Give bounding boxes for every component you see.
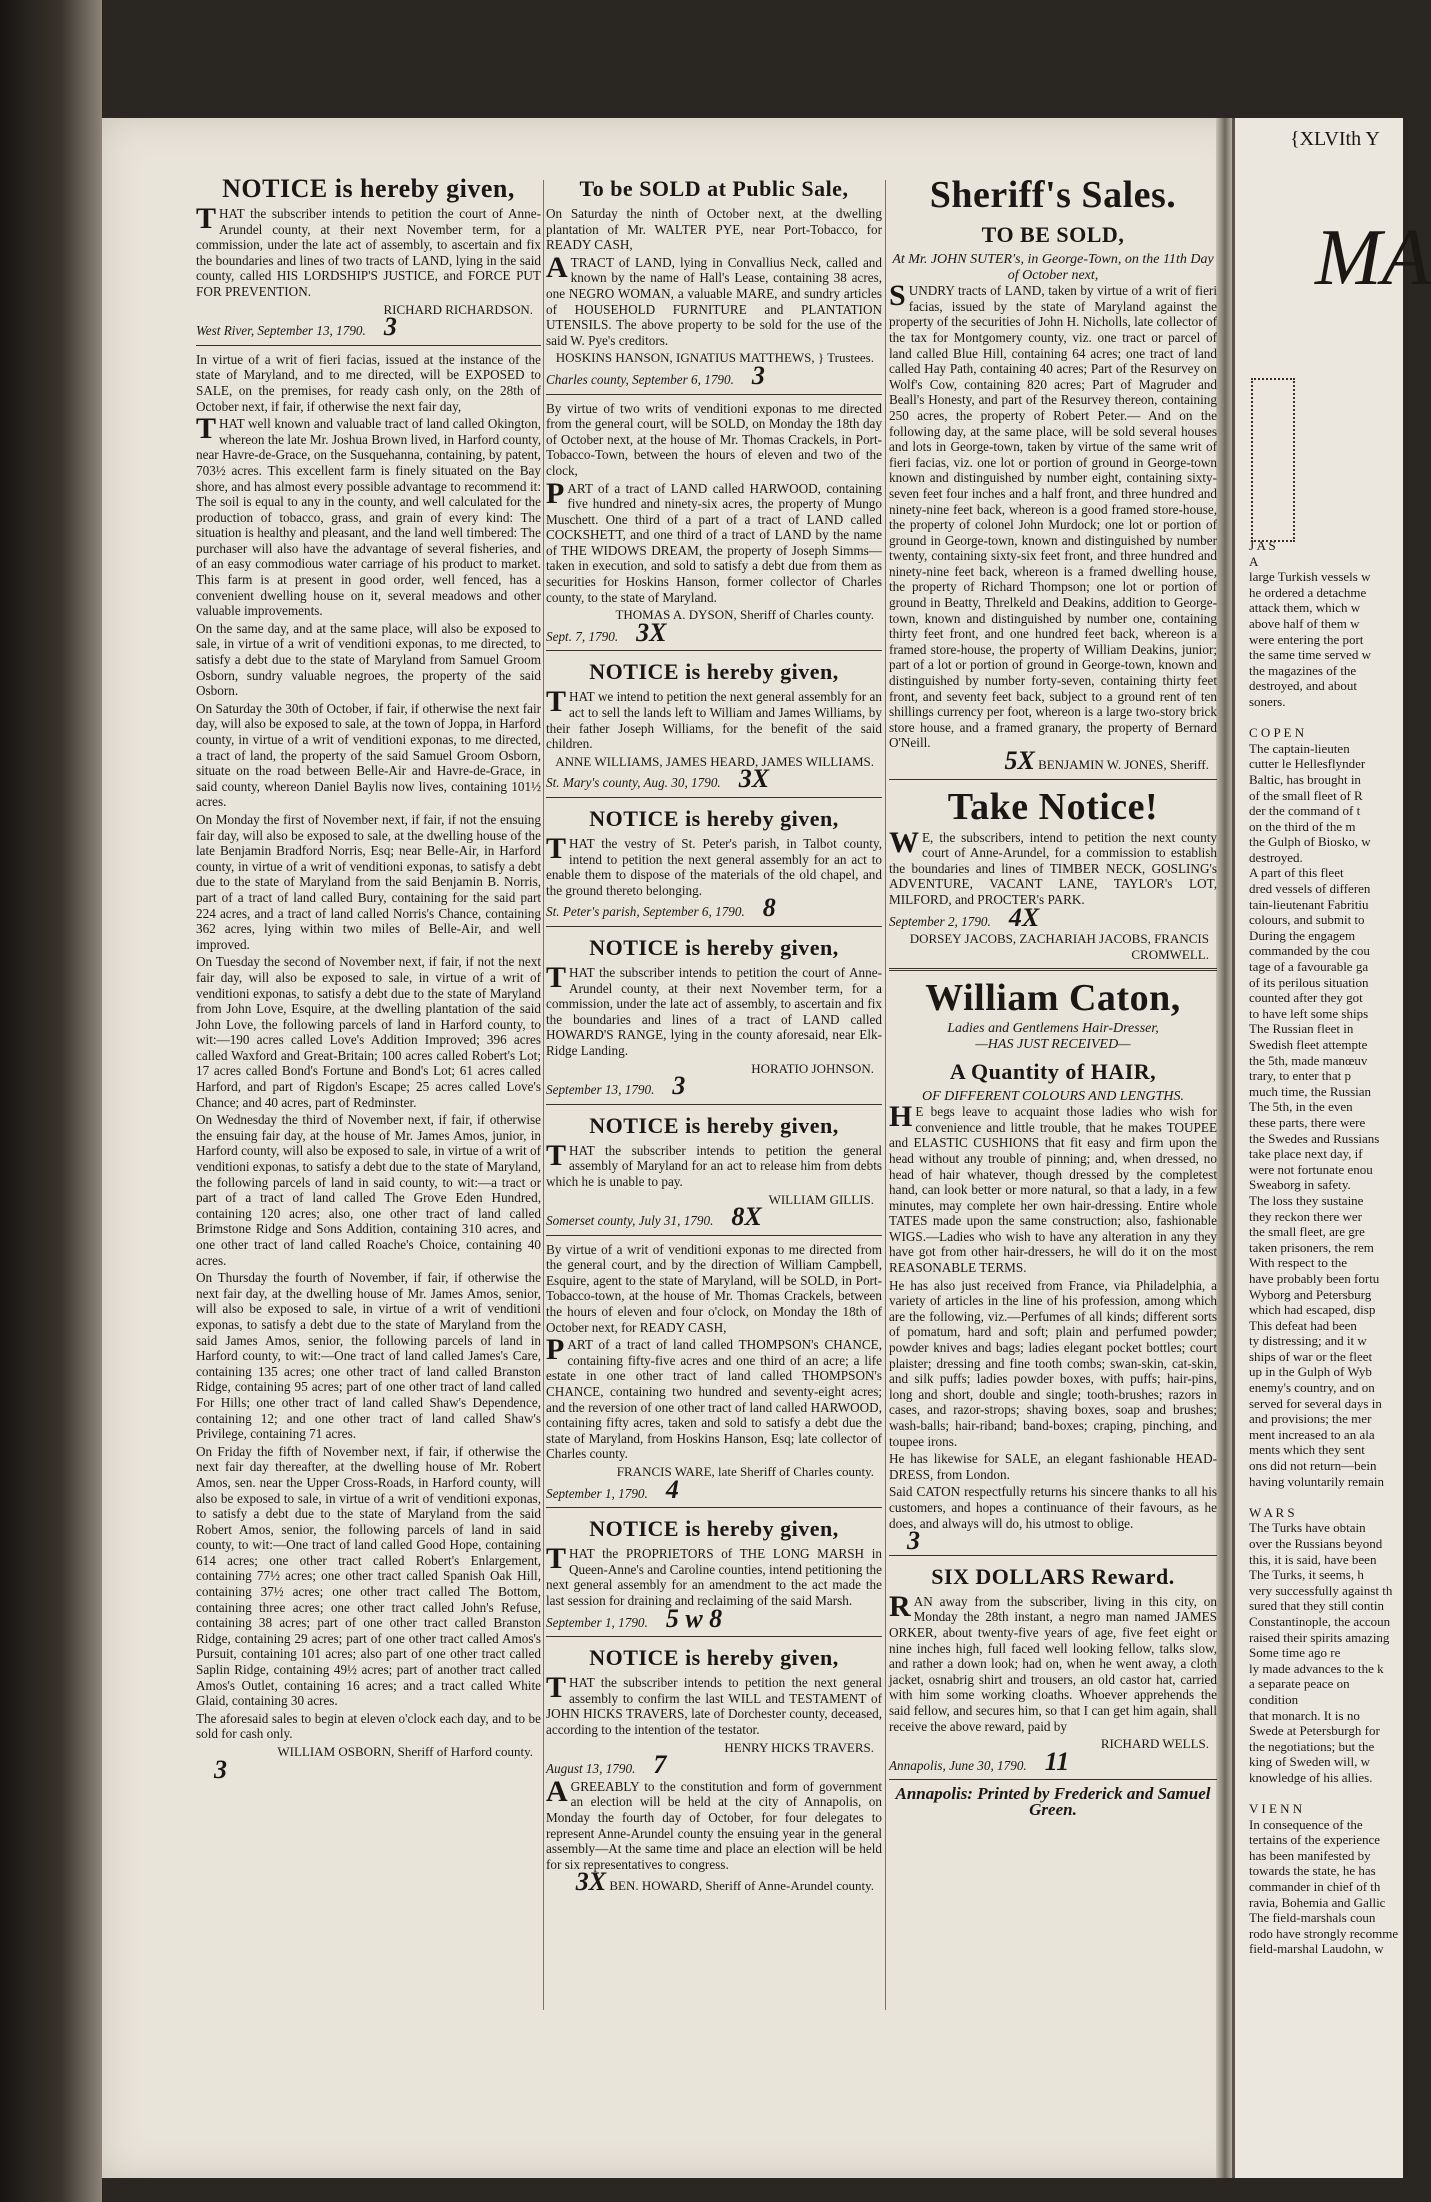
adjacent-page-line: attack them, which w [1249,600,1361,616]
adjacent-page-line: towards the state, he has [1249,1863,1376,1879]
adjacent-page-line: that monarch. It is no [1249,1707,1360,1723]
separator [546,926,882,927]
notice-heading: NOTICE is hereby given, [589,934,839,960]
notice-text: THAT the subscriber intends to petition the general assembly of Maryland for an act to release him from debts which he is unable to pay. [546,1138,882,1189]
notice-heading: NOTICE is hereby given, [589,1516,839,1542]
reward-heading: SIX DOLLARS Reward. [931,1563,1175,1589]
handwritten-mark: 11 [1044,1746,1070,1776]
adjacent-page-text [1249,538,1399,1957]
date-text: Annapolis, June 30, 1790. [889,1757,1027,1773]
ornament-border [1251,378,1295,542]
adjacent-page-line: having voluntarily remain [1249,1473,1385,1489]
dateline [546,893,882,923]
adjacent-page-line: V I E N N [1249,1801,1303,1817]
handwritten-mark: 3 [383,312,397,342]
signature: HORATIO JOHNSON. [751,1060,874,1076]
adjacent-page-line: commander in chief of th [1249,1879,1381,1895]
adjacent-page [1232,118,1431,2178]
adjacent-page-line: The Turks, it seems, h [1249,1567,1364,1583]
printer-imprint: Annapolis: Printed by Frederick and Samuel Green. [895,1784,1211,1819]
signature: THOMAS A. DYSON, Sheriff of Charles county. [615,607,874,623]
sale-text: On Monday the first of November next, if fair, if not the ensuing fair day, will also be exposed to sale, at the dwelling house of the late Benjamin Bradford Norris, Esq; near Belle-Air, in Harford county, in virtue of a writ of venditioni exponas, to satisfy a debt due to the state of Maryland from the said Benjamin B. Norris, part of a tract of land called Bury, containing for the said part 224 acres, and a tract of land called Norris's Chance, containing 362 acres, lying within two miles of Belle-Air, and well improved. [196,811,541,952]
handwritten-mark: 5 w 8 [665,1603,723,1633]
dateline [546,360,882,390]
adjacent-page-line: destroyed. [1249,849,1303,865]
adjacent-page-line: dred vessels of differen [1249,881,1371,897]
notice-heading: NOTICE is hereby given, [589,806,839,831]
adjacent-page-line: ships of war or the fleet [1249,1348,1373,1364]
signature: DORSEY JACOBS, ZACHARIAH JACOBS, FRANCIS CROMWELL. [909,931,1209,962]
signature [546,1867,874,1897]
separator [196,345,541,346]
sale-text: On Friday the fifth of November next, if fair, if otherwise the next fair day thereafter, at the dwelling house of Mr. Robert Amos, sen. near the Upper Cross-Roads, in Harford county, will also be exposed to sale, in virtue of a writ of venditioni exponas, to satisfy a debt due to the state of Maryland from the said Robert Amos, senior, the following parcels of land in said county, to wit:—One tract of land called Good Hope, containing 614 acres; one other tract called Robert's Enlargement, containing 77½ acres; one other tract called Spanish Oak Hill, containing 37½ acres; one other tract called The Bottom, containing three acres; one other tract called John's Refuse, containing 38 acres; part of one other tract called Branston Ridge, containing 29 acres; part of one other tract called Amos's Pursuit, containing 101 acres; also part of one other tract called Saplin Ridge, containing 49½ acres; part of another tract called Amos's Outlet, containing 16 acres; and a tract called White Glaid, containing 30 acres. [196,1443,541,1709]
adjacent-page-line: the 5th, made manœuv [1249,1052,1368,1068]
notice-heading: NOTICE is hereby given, [589,1645,839,1671]
sale-intro: In virtue of a writ of fieri facias, issued at the instance of the state of Maryland, and to me directed, will be EXPOSED to SALE, on the premises, for ready cash only, on the 28th of October next, if fair, if otherwise the next fair day, [196,351,541,414]
sale-heading: TO BE SOLD, [981,222,1125,247]
adjacent-page-line: and provisions; the mer [1249,1411,1372,1427]
advert-subheading: OF DIFFERENT COLOURS AND LENGTHS. [921,1088,1184,1104]
dateline [546,1750,882,1780]
adjacent-page-line: counted after they got [1249,990,1363,1006]
book-binding-edge [0,0,102,2202]
adjacent-page-line: A [1249,553,1259,569]
column-2 [546,170,882,1896]
sale-text: On Saturday the ninth of October next, at the dwelling plantation of Mr. WALTER PYE, near Port-Tobacco, for READY CASH, [546,206,882,253]
sale-text: The aforesaid sales to begin at eleven o'clock each day, and to be sold for cash only. [196,1710,541,1742]
adjacent-page-line [1249,710,1399,726]
adjacent-page-line: C O P E N [1249,725,1305,741]
handwritten-mark: 3 [907,1526,920,1556]
sale-text: SUNDRY tracts of LAND, taken by virtue of a writ of fieri facias, issued by the state of Maryland against the property of the securities of John H. Nicholls, late collector of the tax for Montgomery county, viz. one tract or parcel of land called Blue Hill, containing 64 acres; one tract of land called Hay Path, containing 40 acres; Part of the Resurvey on Wolf's Cow, containing 820 acres; Part of Magruder and Beall's Honesty, and part of the Resurvey thereon, containing 250 acres, the property of Robert Peter.— And on the following day, at the same place, will be sold several houses and lots in George-town, taken by virtue of the same writ of fieri facias, viz. one lot or portion of ground in George-town known and distinguished by number eight, containing sixty-seven feet four inches and a half front, and three hundred and ninety-nine feet back, whereon is a good framed store-house, the property of colonel John Murdock; one lot or portion of ground in George-town, known and distinguished by number twenty, containing sixty-six feet front, and three hundred and ninety-nine feet back, whereon is a framed dwelling house, the property of Richard Thompson; one lot or portion of ground in Beatty, Threlkeld and Deakins, addition to George-town, known and distinguished by number one, containing thirty feet front, and one hundred feet back, whereon is a framed store-house, the property of William Deakins, junior; part of a lot or portion of ground in George-town, known and distinguished by number forty-seven, containing thirty feet front, and seventy feet back, subject to a ground rent of ten shillings currency per foot, whereon is a large two-story brick store house, and a framed granary, the property of Bernard O'Neill. [889,279,1217,751]
adjacent-page-line: the Gulph of Biosko, w [1249,834,1371,850]
signature: HENRY HICKS TRAVERS. [724,1739,874,1755]
handwritten-mark: 5X [1004,746,1035,775]
sale-text: PART of a tract of LAND called HARWOOD, containing five hundred and ninety-six acres, the property of Mungo Muschett. One third of a part of a tract of LAND called COCKSHETT, and one third of a tract of LAND by the name of THE WIDOWS DREAM, the property of Joseph Simms—taken in execution, and sold to satisfy a debt due from them as securities for Hoskins Hanson, former collector of Charles county, to the state of Maryland. [546,476,882,605]
sale-text: THAT well known and valuable tract of land called Okington, whereon the late Mr. Joshua Brown lived, in Harford county, near Havre-de-Grace, on the Susquehanna, containing, by patent, 703½ acres. This excellent farm is finely situated on the Bay shore, and has almost every possible advantage to recommend it: The soil is equal to any in the county, and well calculated for the production of tobacco, grass, and grain of every kind: The situation is healthy and pleasant, and the land well timbered: The purchaser will also have the advantage of several fisheries, and of an easy commodious water carriage of his product to market. This farm is at present in good order, well fenced, has a convenient dwelling house on it, several meadows and other valuable improvements. [196,412,541,619]
adjacent-page-line: ravia, Bohemia and Gallic [1249,1894,1386,1910]
handwritten-mark: 3X [575,1867,607,1897]
sale-text: On Tuesday the second of November next, if fair, if not the next fair day, will also be exposed to sale, in virtue of a writ of venditioni exponas, to satisfy a debt due to the state of Maryland from John Love, Esquire, at the dwelling plantation of the said John Love, the following parcels of land in Harford county, to wit:—190 acres called Love's Addition Improved; 396 acres called Waxford and Great-Britain; 100 acres called Robert's Lot; 17 acres called Bond's Fortune and Bond's Lot; 61 acres called Harford, and part of Rigdon's Escape; 25 acres called Love's Chance; and 40 acres, part of Redminster. [196,954,541,1110]
separator [889,1555,1217,1556]
adjacent-page-line: of its perilous situation [1249,974,1369,990]
signature: ANNE WILLIAMS, JAMES HEARD, JAMES WILLIAMS. [555,753,874,769]
handwritten-mark: 8 [762,893,776,923]
adjacent-page-line: raised their spirits amazing [1249,1629,1390,1645]
date-text: West River, September 13, 1790. [196,323,366,339]
adjacent-page-line: The Russian fleet in [1249,1021,1354,1037]
adjacent-page-line: ons did not return—bein [1249,1458,1377,1474]
advert-subheading: Ladies and Gentlemens Hair-Dresser, [947,1021,1159,1037]
election-notice: AGREEABLY to the constitution and form of government an election will be held at the city of Annapolis, on Monday the fourth day of October, for four delegates to represent Anne-Arundel county the ensuing year in the general assembly—At the same time and place an election will be held for six representatives to congress. [546,1774,882,1872]
handwritten-mark: 3 [214,1754,227,1784]
separator [889,1779,1217,1780]
adjacent-page-line: J A S [1249,538,1276,553]
adjacent-page-line: During the engagem [1249,927,1356,943]
notice-heading: NOTICE is hereby given, [589,659,839,685]
advert-subheading: —HAS JUST RECEIVED— [975,1036,1131,1052]
adjacent-page-line: which had escaped, disp [1249,1302,1376,1318]
dateline [889,902,1217,932]
notice-heading: Take Notice! [947,785,1159,828]
adjacent-page-line: above half of them w [1249,615,1360,631]
adjacent-page-line: he ordered a detachme [1249,584,1367,600]
adjacent-page-line: cutter le Hellesflynder [1249,756,1366,772]
notice-text: THAT we intend to petition the next general assembly for an act to sell the lands left to William and James Williams, by their father Joseph Williams, for the benefit of the said children. [546,685,882,752]
signature-text: BEN. HOWARD, Sheriff of Anne-Arundel county. [609,1878,874,1894]
adjacent-page-line: destroyed, and about [1249,678,1357,694]
signature-text: BENJAMIN W. JONES, Sheriff. [1038,757,1209,772]
adjacent-page-line: knowledge of his allies. [1249,1769,1373,1785]
column-divider-1 [543,180,544,2010]
adjacent-page-line: the same time served w [1249,647,1372,663]
adjacent-page-line: tage of a favourable ga [1249,959,1369,975]
adjacent-page-line: field-marshal Laudohn, w [1249,1941,1384,1957]
adjacent-page-line: king of Sweden will, w [1249,1754,1370,1770]
handwritten-mark: 3 [672,1071,686,1101]
adjacent-page-line: take place next day, if [1249,1146,1363,1162]
date-text: August 13, 1790. [546,1761,636,1777]
adjacent-page-line: this, it is said, have been [1249,1551,1377,1567]
notice-text: THAT the PROPRIETORS of THE LONG MARSH in Queen-Anne's and Caroline counties, intend petitioning the next general assembly for an amendment to the act made the last session for draining and reclaiming of the said Marsh. [546,1542,882,1608]
adjacent-page-line: enemy's country, and on [1249,1380,1375,1396]
adjacent-page-line: of the small fleet of R [1249,787,1363,803]
adjacent-page-line: much time, the Russian [1249,1083,1372,1099]
adjacent-page-line: tain-lieutenant Fabritiu [1249,896,1369,912]
adjacent-page-line: taken prisoners, the rem [1249,1239,1374,1255]
adjacent-page-line: The captain-lieuten [1249,740,1350,756]
notice-heading: NOTICE is hereby given, [222,174,515,203]
adjacent-page-line: ments which they sent [1249,1442,1365,1458]
adjacent-page-line: Swede at Petersburgh for [1249,1723,1380,1739]
handwritten-mark: 3 [751,360,765,390]
date-text: September 13, 1790. [546,1082,655,1098]
adjacent-page-line: Wyborg and Petersburg [1249,1286,1372,1302]
notice-heading: NOTICE is hereby given, [589,1112,839,1138]
adjacent-page-line: colours, and submit to [1249,912,1365,928]
adjacent-page-line: has been manifested by [1249,1847,1371,1863]
adjacent-page-line: soners. [1249,693,1286,709]
handwritten-mark: 4X [1008,902,1040,932]
advert-heading: William Caton, [925,977,1181,1020]
sale-text: By virtue of a writ of venditioni exponas to me directed from the general court, and by the direction of William Campbell, Esquire, agent to the state of Maryland, will be SOLD, in Port-Tobacco-town, at the house of Mr. Thomas Crackels, between the hours of eleven and four o'clock, on Monday the 18th of October next, for READY CASH, [546,1241,882,1335]
separator [546,394,882,395]
adjacent-page-line: they reckon there wer [1249,1208,1362,1224]
section-heading: Sheriff's Sales. [929,174,1177,216]
separator [546,650,882,651]
adjacent-page-line: Some time ago re [1249,1645,1341,1661]
signature: WILLIAM OSBORN, Sheriff of Harford county. [277,1744,533,1759]
handwritten-mark: 3X [738,764,770,794]
adjacent-page-line: commanded by the cou [1249,943,1370,959]
separator [546,1104,882,1105]
adjacent-page-line: A part of this fleet [1249,865,1344,881]
adjacent-page-line: This defeat had been [1249,1317,1357,1333]
dateline [546,764,882,794]
sale-text: On Saturday the 30th of October, if fair, if otherwise the next fair day, will also be exposed to sale, at the town of Joppa, in Harford county, in virtue of a writ of venditioni exponas, to me directed, a tract of land, the property of the said Samuel Groom Osborn, situate on the road between Belle-Air and Havre-de-Grace, in said county, whereon Daniel Baylis now lives, containing 101½ acres. [196,700,541,810]
adjacent-page-line: Constantinople, the accoun [1249,1613,1391,1629]
adjacent-page-line: the negotiations; but the [1249,1738,1375,1754]
adjacent-page-line: Swedish fleet attempte [1249,1037,1368,1052]
date-text: September 2, 1790. [889,913,991,929]
adjacent-page-line: these parts, there were [1249,1114,1366,1130]
date-text: Sept. 7, 1790. [546,628,619,644]
adjacent-page-line: were entering the port [1249,631,1364,647]
date-text: September 1, 1790. [546,1614,648,1630]
signature [889,746,1209,775]
dateline [546,1474,882,1504]
adjacent-page-masthead: MA [1315,214,1431,302]
advert-text: He has likewise for SALE, an elegant fashionable HEAD-DRESS, from London. [889,1451,1217,1482]
separator [546,1507,882,1508]
adjacent-page-line: In consequence of the [1249,1816,1363,1832]
sale-text: On Thursday the fourth of November, if fair, if otherwise the next fair day, at the dwelling house of Mr. James Amos, senior, will also be exposed to sale, in virtue of a writ of venditioni exponas, to satisfy a debt due to the state of Maryland from the said James Amos, senior, the following parcels of land in Harford county, to wit:—One tract of land called James's Care, containing 135 acres; one other tract of land called Branston Ridge, containing 95 acres; part of one other tract of land called For Hills; one other tract of land called Shaw's Dependence, containing 12; and one other tract of land called Shaw's Privilege, containing 71 acres. [196,1270,541,1442]
signature: RICHARD RICHARDSON. [383,301,533,317]
adjacent-page-line: have probably been fortu [1249,1270,1380,1286]
adjacent-page-line: trary, to enter that p [1249,1068,1352,1084]
handwritten-mark: 7 [653,1750,667,1780]
adjacent-page-line: With respect to the [1249,1255,1348,1271]
sale-text: By virtue of two writs of venditioni exponas to me directed from the general court, will be SOLD, on Monday the 18th day of October next, at the house of Mr. Thomas Crackels, in Port-Tobacco-Town, between the hours of eleven and two of the clock, [546,400,882,478]
adjacent-page-line [1249,1786,1399,1802]
adjacent-page-line: The field-marshals coun [1249,1910,1376,1926]
handwritten-mark: 8X [731,1202,762,1232]
sale-text: ATRACT of LAND, lying in Convallius Neck, called and known by the name of Hall's Lease, containing 38 acres, one NEGRO WOMAN, a valuable MARE, and sundry articles of HOUSEHOLD FURNITURE and PLANTATION UTENSILS. The above property to be sold for the use of the said W. Pye's creditors. [546,250,882,348]
adjacent-page-line: the Swedes and Russians [1249,1130,1380,1146]
date-text: St. Peter's parish, September 6, 1790. [546,904,745,920]
separator [546,1235,882,1236]
notice-text: WE, the subscribers, intend to petition the next county court of Anne-Arundel, for a commission to establish the boundaries and lines of TIMBER NECK, GOSLING's ADVENTURE, VACANT LANE, TAYLOR's LOT, MILFORD, and PROCTER's PARK. [889,825,1217,907]
adjacent-page-line: sured that they still contin [1249,1598,1385,1614]
date-text: September 1, 1790. [546,1485,648,1501]
adjacent-page-line: the small fleet, are gre [1249,1224,1365,1240]
adjacent-page-line: Sweaborg in safety. [1249,1177,1351,1193]
signature: RICHARD WELLS. [1100,1736,1209,1752]
adjacent-page-line: to have left some ships [1249,1005,1369,1021]
adjacent-page-line: ment increased to an ala [1249,1426,1375,1442]
adjacent-page-line: The 5th, in the even [1249,1099,1353,1115]
adjacent-page-line: W A R S [1249,1504,1295,1520]
adjacent-page-line: tertains of the experience [1249,1832,1381,1848]
sale-heading: To be SOLD at Public Sale, [579,176,849,201]
column-1 [196,170,541,1784]
signature: WILLIAM GILLIS. [768,1191,874,1207]
separator [889,779,1217,780]
date-text: St. Mary's county, Aug. 30, 1790. [546,775,721,791]
dateline [889,1746,1217,1776]
adjacent-page-line: Baltic, has brought in [1249,771,1361,787]
adjacent-page-line: up in the Gulph of Wyb [1249,1364,1372,1380]
date-text: Charles county, September 6, 1790. [546,371,734,387]
notice-text: THAT the vestry of St. Peter's parish, in Talbot county, intend to petition the next general assembly for an act to enable them to dispose of the materials of the old chapel, and the ground thereto belonging. [546,832,882,898]
notice-text: THAT the subscriber intends to petition the court of Anne-Arundel county, at their next November term, for a commission, under the late act of assembly, to ascertain and fix the boundaries and lines of a tract of LAND called HOWARD'S RANGE, lying in the county aforesaid, near Elk-Ridge Landing. [546,960,882,1058]
dateline [546,1603,882,1633]
dateline [196,312,541,342]
adjacent-page-line [1249,1489,1399,1505]
sale-subheading: At Mr. JOHN SUTER's, in George-Town, on the 11th Day of October next, [892,252,1214,283]
signature: FRANCIS WARE, late Sheriff of Charles county. [616,1464,874,1479]
adjacent-page-line: The loss they sustaine [1249,1192,1364,1208]
separator [889,968,1217,971]
adjacent-page-line: on the third of the m [1249,818,1356,834]
adjacent-page-line: ly made advances to the k [1249,1660,1384,1676]
adjacent-page-line: large Turkish vessels w [1249,569,1371,585]
column-divider-2 [885,180,886,2010]
separator [546,1636,882,1637]
sale-text: PART of a tract of land called THOMPSON's CHANCE, containing fifty-five acres and one third of an acre; a life estate in one other tract of land called THOMPSON's CHANCE, containing two hundred and seventy-eight acres; and the reversion of one other tract of land called HARWOOD, containing fifty acres, taken and sold to satisfy a debt due the state of Maryland, from Hoskins Hanson, Esq; late collector of Charles county. [546,1333,882,1462]
reward-text: RAN away from the subscriber, living in this city, on Monday the 28th instant, a negro man named JAMES ORKER, about twenty-five years of age, five feet eight or nine inches high, full faced well looking fellow, talks slow, and rather a down look; had on, when he went away, a cloth jacket, osnabrig shirt and trousers, an old castor hat, carried with him some working cloaths. Whoever apprehends the said fellow, and secures him, so that I can get him again, shall receive the above reward, paid by [889,1589,1217,1734]
advert-text: HE begs leave to acquaint those ladies who wish for convenience and little trouble, that he makes TOUPEE and ELASTIC CUSHIONS that fit easy and firm upon the head without any trouble of pinning; and, when dressed, no head of hair whatever, though dressed by the completest hand, can look better or more natural, so that a lady, in a few minutes, may complete her own hair-dressing. Entire whole TATES made upon the same construction; also, fashionable WIGS.—Ladies who wish to have any alteration in any they have got from other hair-dressers, he will do it on the most REASONABLE TERMS. [889,1100,1217,1276]
adjacent-page-line: rodo have strongly recomme [1249,1925,1399,1941]
adjacent-page-line: der the command of t [1249,803,1361,819]
separator [546,797,882,798]
column-3 [889,170,1217,1817]
signature: HOSKINS HANSON, IGNATIUS MATTHEWS, } Trustees. [555,350,874,366]
handwritten-mark: 3X [636,617,667,647]
adjacent-page-line: over the Russians beyond [1249,1536,1383,1551]
adjacent-page-line: the magazines of the [1249,662,1357,678]
notice-text: THAT the subscriber intends to petition the court of Anne-Arundel county, at their next November term, for a commission, under the late act of assembly, to ascertain and fix the boundaries and lines of two tracts of LAND, lying in the said county, called HIS LORDSHIP'S JUSTICE, and FORCE PUT FOR PREVENTION. [196,202,541,299]
handwritten-mark: 4 [665,1474,679,1504]
dateline [546,1071,882,1101]
sale-text: On the same day, and at the same place, will also be exposed to sale, in virtue of a writ of venditioni exponas, to me directed, to satisfy a debt due to the state of Maryland from Samuel Groom Osborn, sundry valuable negroes, the property of the said Osborn. [196,620,541,699]
advert-text: Said CATON respectfully returns his sincere thanks to all his customers, and hopes a continuance of their favours, as he does, and always will do, his utmost to oblige. [889,1484,1217,1531]
adjacent-page-line: very successfully against th [1249,1582,1393,1598]
adjacent-page-line: ty distressing; and it w [1249,1333,1367,1349]
notice-text: THAT the subscriber intends to petition the next general assembly to confirm the last WILL and TESTAMENT of JOHN HICKS TRAVERS, late of Dorchester county, deceased, according to the intention of the testator. [546,1671,882,1737]
dateline [546,1202,882,1232]
adjacent-page-line: were not fortunate enou [1249,1161,1373,1177]
date-text: Somerset county, July 31, 1790. [546,1213,714,1229]
adjacent-page-line: a separate peace on condition [1249,1676,1350,1707]
sale-text: On Wednesday the third of November next, if fair, if otherwise the ensuing fair day, at the house of Mr. James Amos, junior, in Harford county, will also be exposed to sale, in virtue of a writ of venditioni exponas, to satisfy a debt due to the state of Maryland, the following parcels of land in said county, to wit:—a tract or part of a tract of land called The Grove Eden Hundred, containing 120 acres; also, one other tract of land called Brimstone Ridge and Sons Addition, containing 310 acres, and one other tract of land called Roache's Choice, containing 40 acres. [196,1112,541,1268]
adjacent-page-line: served for several days in [1249,1395,1382,1411]
advert-heading: A Quantity of HAIR, [949,1058,1157,1084]
advert-text: He has also just received from France, via Philadelphia, a variety of articles in the line of his profession, among which are the following, viz.—Perfumes of all kinds; different sorts of pomatum, hard and soft; plain and perfumed powder; powder knives and bags; ladies elegant pocket bottles; court plaister; dressing and fine tooth combs; swan-skin, cat-skin, and silk puffs; ladies powder boxes, with puffs; hair-pins, long and short, double and single; tooth-brushes; razors in cases, and razor-strops; shaving boxes, soap and brushes; wash-balls; hair-riband; band-boxes; craping, pinching, and toupee irons. [889,1277,1217,1449]
dateline [546,617,882,647]
adjacent-page-header: {XLVIth Y [1290,128,1380,150]
adjacent-page-line: The Turks have obtain [1249,1520,1366,1536]
